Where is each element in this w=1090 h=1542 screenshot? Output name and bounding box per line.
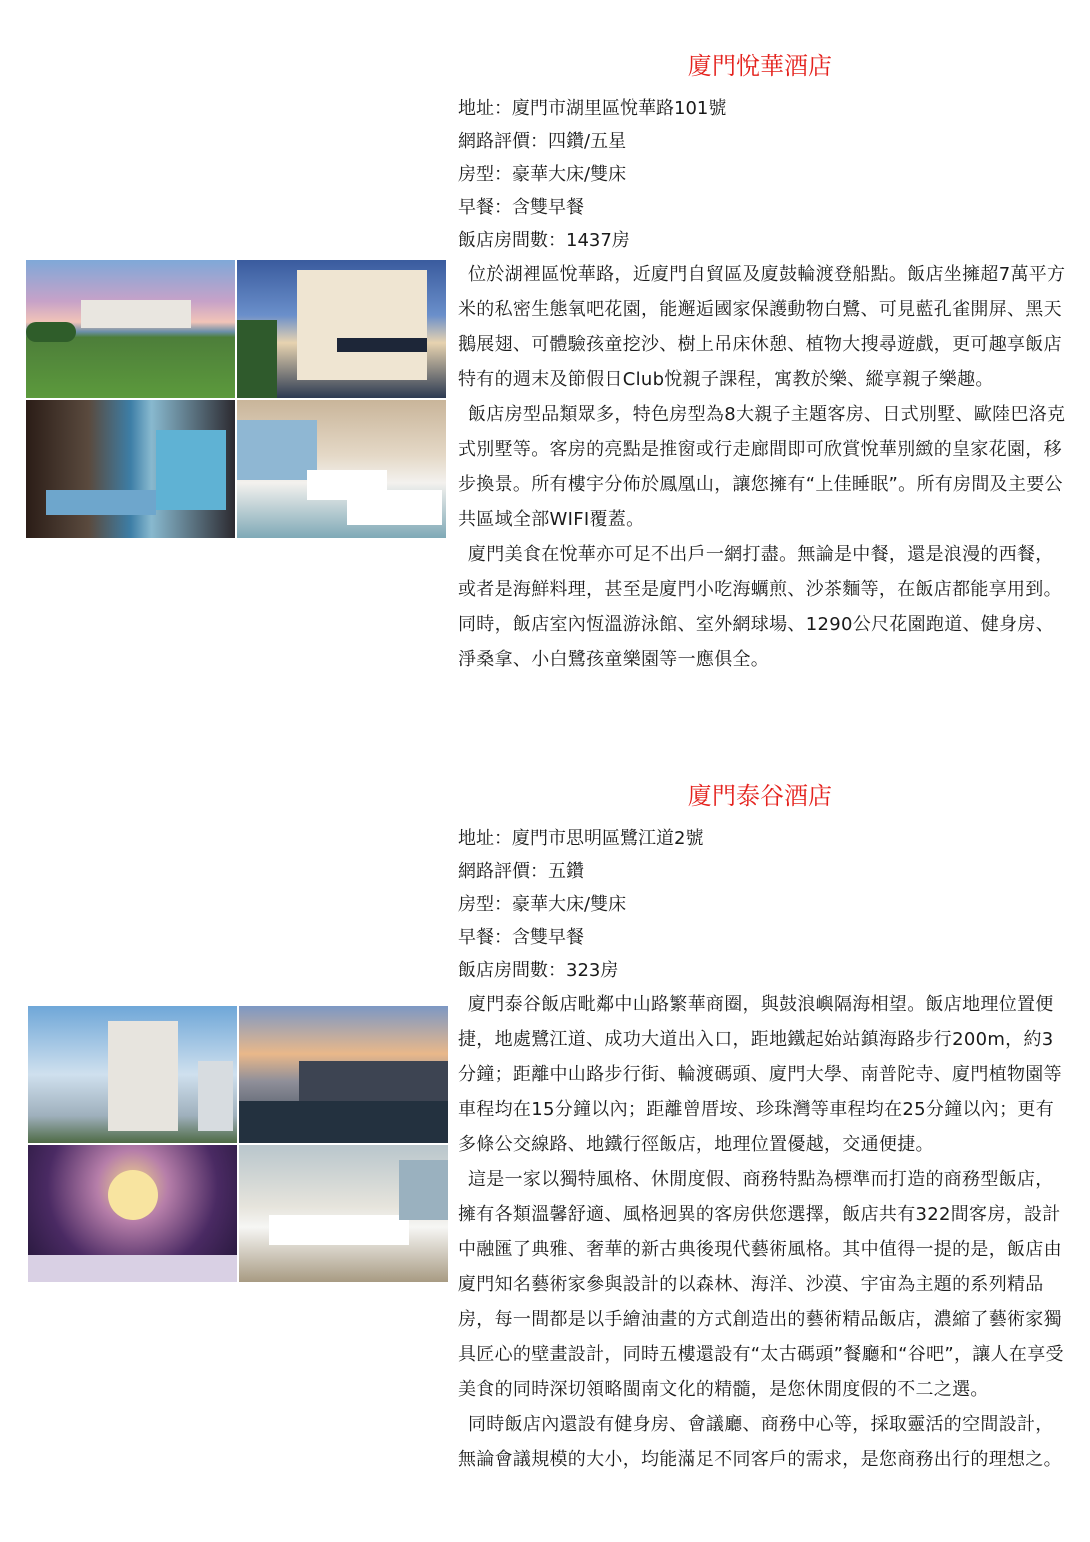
hotel-title: 廈門悅華酒店 [688, 52, 832, 80]
photo-twin-room [239, 1145, 448, 1282]
rating-text: 網路評價：五鑽 [458, 861, 584, 882]
address-text: 地址：廈門市思明區鷺江道2號 [458, 828, 704, 849]
room-type-text: 房型：豪華大床/雙床 [458, 164, 627, 185]
rating-text: 網路評價：四鑽/五星 [458, 131, 627, 152]
breakfast-text: 早餐：含雙早餐 [458, 197, 584, 218]
hotel-photo-collage [28, 1006, 448, 1282]
photo-lobby-chandelier [28, 1145, 237, 1282]
hotel-info [458, 92, 1068, 677]
room-count-text: 飯店房間數：1437房 [458, 230, 630, 251]
photo-twin-room [237, 400, 446, 538]
description-paragraph: 廈門泰谷飯店毗鄰中山路繁華商圈，與鼓浪嶼隔海相望。飯店地理位置便捷，地處鷺江道、成功大道出入口，距地鐵起始站鎮海路步行200m，約3分鐘；距離中山路步行街、輪渡碼頭、廈門大學、南普陀寺、廈門植物園等車程均在15分鐘以內；距離曾厝垵、珍珠灣等車程均在25分鐘以內；更有多條公交線路、地鐵行徑飯店，地理位置優越，交通便捷。 [458, 994, 1062, 1155]
breakfast-text: 早餐：含雙早餐 [458, 927, 584, 948]
description-paragraph: 廈門美食在悅華亦可足不出戶一網打盡。無論是中餐，還是浪漫的西餐，或者是海鮮料理，甚至是廈門小吃海蠣煎、沙茶麵等，在飯店都能享用到。同時，飯店室內恆溫游泳館、室外網球場、1290公尺花園跑道、健身房、淨桑拿、小白鷺孩童樂園等一應俱全。 [458, 544, 1062, 670]
description-paragraph: 飯店房型品類眾多，特色房型為8大親子主題客房、日式別墅、歐陸巴洛克式別墅等。客房的亮點是推窗或行走廊間即可欣賞悅華別緻的皇家花園，移步換景。所有樓宇分佈於鳳凰山，讓您擁有“上佳睡眠”。所有房間及主要公共區域全部WIFI覆蓋。 [458, 404, 1066, 530]
address-text: 地址：廈門市湖里區悅華路101號 [458, 98, 727, 119]
hotel-title: 廈門泰谷酒店 [688, 782, 832, 810]
description-paragraph: 這是一家以獨特風格、休閒度假、商務特點為標準而打造的商務型飯店，擁有各類溫馨舒適、風格迥異的客房供您選擇，飯店共有322間客房，設計中融匯了典雅、奢華的新古典後現代藝術風格。其中值得一提的是，飯店由廈門知名藝術家參與設計的以森林、海洋、沙漠、宇宙為主題的系列精品房，每一間都是以手繪油畫的方式創造出的藝術精品飯店，濃縮了藝術家獨具匠心的壁畫設計，同時五樓還設有“太古碼頭”餐廳和“谷吧”，讓人在享受美食的同時深切領略閩南文化的精髓，是您休閒度假的不二之選。 [458, 1169, 1064, 1400]
photo-lobby-aquarium [26, 400, 235, 538]
description-paragraph: 位於湖裡區悅華路，近廈門自貿區及廈鼓輪渡登船點。飯店坐擁超7萬平方米的私密生態氧吧花園，能邂逅國家保護動物白鷺、可見藍孔雀開屏、黑天鵝展翅、可體驗孩童挖沙、樹上吊床休憩、植物大搜尋遊戲，更可趣享飯店特有的週末及節假日Club悅親子課程，寓教於樂、縱享親子樂趣。 [458, 264, 1066, 390]
photo-garden-exterior [26, 260, 235, 398]
photo-hotel-tower [28, 1006, 237, 1143]
hotel-photo-collage [26, 260, 446, 538]
photo-hotel-facade [237, 260, 446, 398]
hotel-info [458, 822, 1068, 1477]
description-paragraph: 同時飯店內還設有健身房、會議廳、商務中心等，採取靈活的空間設計，無論會議規模的大小，均能滿足不同客戶的需求，是您商務出行的理想之。 [458, 1414, 1062, 1470]
photo-city-waterfront [239, 1006, 448, 1143]
room-count-text: 飯店房間數：323房 [458, 960, 619, 981]
room-type-text: 房型：豪華大床/雙床 [458, 894, 627, 915]
